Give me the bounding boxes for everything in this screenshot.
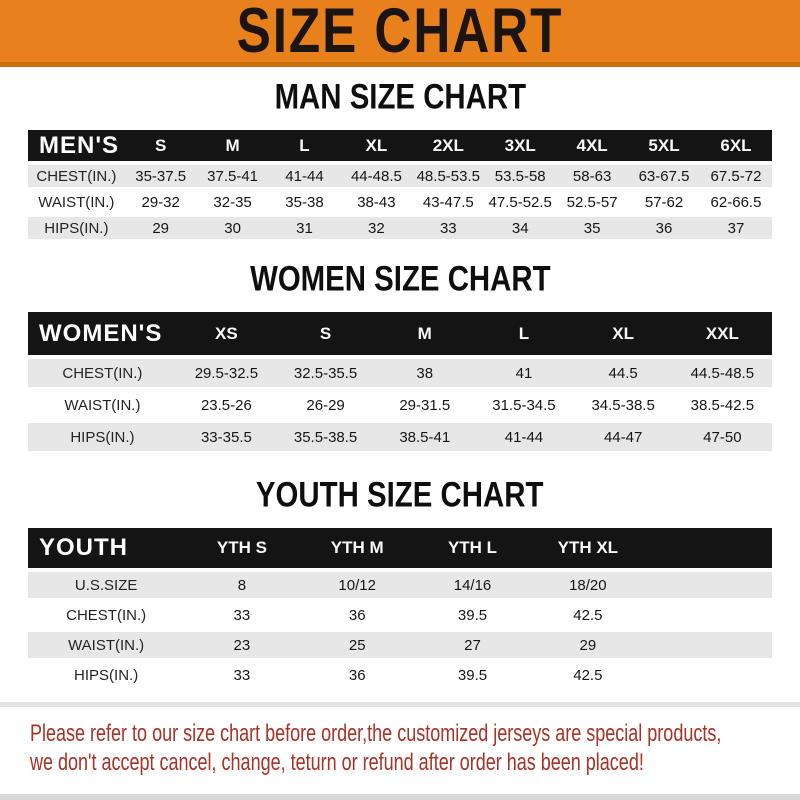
column-header: YTH L (415, 528, 530, 568)
column-header: S (125, 130, 197, 161)
banner-title: SIZE CHART (236, 0, 564, 66)
women-section-heading (0, 243, 800, 299)
size-cell: 14/16 (415, 572, 530, 598)
table-row (28, 359, 772, 387)
size-cell: 52.5-57 (556, 191, 628, 213)
size-cell: 58-63 (556, 165, 628, 187)
size-cell: 29 (125, 217, 197, 239)
size-cell: 47.5-52.5 (484, 191, 556, 213)
size-cell: 47-50 (673, 423, 772, 451)
table-row (28, 423, 772, 451)
row-label: WAIST(IN.) (28, 391, 177, 419)
size-cell: 29-32 (125, 191, 197, 213)
size-cell: 29.5-32.5 (177, 359, 276, 387)
column-header: S (276, 312, 375, 355)
size-cell: 35 (556, 217, 628, 239)
size-cell: 32 (340, 217, 412, 239)
size-cell: 44-48.5 (340, 165, 412, 187)
youth-section-heading (0, 455, 800, 515)
size-cell: 62-66.5 (700, 191, 772, 213)
size-cell: 41-44 (269, 165, 341, 187)
table-header-row (28, 528, 772, 568)
size-cell: 34 (484, 217, 556, 239)
women-size-table (28, 308, 772, 455)
row-label: WAIST(IN.) (28, 632, 184, 658)
size-cell: 39.5 (415, 602, 530, 628)
size-cell: 38-43 (340, 191, 412, 213)
size-cell: 37 (700, 217, 772, 239)
size-cell: 31.5-34.5 (474, 391, 573, 419)
size-cell: 8 (184, 572, 299, 598)
size-cell: 25 (300, 632, 415, 658)
size-cell: 37.5-41 (197, 165, 269, 187)
column-header: 6XL (700, 130, 772, 161)
section-title: WOMEN SIZE CHART (249, 259, 551, 299)
table-row (28, 662, 772, 688)
row-label: WAIST(IN.) (28, 191, 125, 213)
section-title: MAN SIZE CHART (274, 77, 526, 117)
size-cell: 23.5-26 (177, 391, 276, 419)
table-row (28, 217, 772, 239)
column-header: XL (574, 312, 673, 355)
row-label: HIPS(IN.) (28, 423, 177, 451)
size-cell: 38.5-41 (375, 423, 474, 451)
table-header-row (28, 312, 772, 355)
size-cell: 35.5-38.5 (276, 423, 375, 451)
column-header: M (375, 312, 474, 355)
column-header: 2XL (412, 130, 484, 161)
row-label: HIPS(IN.) (28, 217, 125, 239)
size-cell: 63-67.5 (628, 165, 700, 187)
column-header: YTH S (184, 528, 299, 568)
size-cell: 39.5 (415, 662, 530, 688)
size-cell: 36 (300, 662, 415, 688)
row-label: U.S.SIZE (28, 572, 184, 598)
size-cell: 34.5-38.5 (574, 391, 673, 419)
size-cell: 35-37.5 (125, 165, 197, 187)
column-header: L (474, 312, 573, 355)
bottom-strip (0, 794, 800, 800)
size-cell: 53.5-58 (484, 165, 556, 187)
size-cell: 23 (184, 632, 299, 658)
table-group-label: YOUTH (28, 528, 184, 568)
size-cell: 33 (412, 217, 484, 239)
size-cell: 41-44 (474, 423, 573, 451)
size-cell: 27 (415, 632, 530, 658)
size-cell: 38 (375, 359, 474, 387)
row-spacer (646, 632, 772, 658)
size-cell: 32.5-35.5 (276, 359, 375, 387)
banner (0, 0, 800, 67)
youth-section (0, 455, 800, 692)
youth-size-table (28, 524, 772, 692)
men-size-table (28, 126, 772, 243)
size-cell: 36 (300, 602, 415, 628)
column-header: M (197, 130, 269, 161)
note-line-2: we don't accept cancel, change, teturn or refund after order has been placed! (30, 749, 644, 776)
row-label: CHEST(IN.) (28, 602, 184, 628)
size-cell: 32-35 (197, 191, 269, 213)
column-header: L (269, 130, 341, 161)
column-header: XXL (673, 312, 772, 355)
column-header: YTH XL (530, 528, 645, 568)
size-cell: 18/20 (530, 572, 645, 598)
men-section (0, 67, 800, 243)
row-label: HIPS(IN.) (28, 662, 184, 688)
footer-note (0, 707, 800, 777)
table-header-row (28, 130, 772, 161)
size-cell: 33 (184, 602, 299, 628)
size-cell: 33 (184, 662, 299, 688)
size-cell: 42.5 (530, 602, 645, 628)
column-header: YTH M (300, 528, 415, 568)
table-row (28, 572, 772, 598)
table-row (28, 602, 772, 628)
size-cell: 44.5 (574, 359, 673, 387)
size-cell: 57-62 (628, 191, 700, 213)
size-cell: 67.5-72 (700, 165, 772, 187)
table-group-label: WOMEN'S (28, 312, 177, 355)
header-spacer (646, 528, 772, 568)
table-group-label: MEN'S (28, 130, 125, 161)
table-row (28, 391, 772, 419)
section-title: YOUTH SIZE CHART (256, 475, 544, 515)
women-section (0, 243, 800, 455)
row-spacer (646, 572, 772, 598)
size-cell: 41 (474, 359, 573, 387)
size-cell: 33-35.5 (177, 423, 276, 451)
column-header: 5XL (628, 130, 700, 161)
size-cell: 44-47 (574, 423, 673, 451)
size-cell: 36 (628, 217, 700, 239)
size-cell: 38.5-42.5 (673, 391, 772, 419)
size-cell: 48.5-53.5 (412, 165, 484, 187)
note-line-1: Please refer to our size chart before order,the customized jerseys are special products, (30, 720, 722, 747)
size-cell: 10/12 (300, 572, 415, 598)
size-cell: 29-31.5 (375, 391, 474, 419)
row-label: CHEST(IN.) (28, 165, 125, 187)
size-cell: 44.5-48.5 (673, 359, 772, 387)
size-cell: 42.5 (530, 662, 645, 688)
column-header: 3XL (484, 130, 556, 161)
size-cell: 30 (197, 217, 269, 239)
size-cell: 29 (530, 632, 645, 658)
row-label: CHEST(IN.) (28, 359, 177, 387)
column-header: XL (340, 130, 412, 161)
men-section-heading (0, 67, 800, 117)
column-header: XS (177, 312, 276, 355)
row-spacer (646, 662, 772, 688)
table-row (28, 632, 772, 658)
column-header: 4XL (556, 130, 628, 161)
size-cell: 43-47.5 (412, 191, 484, 213)
size-cell: 35-38 (269, 191, 341, 213)
table-row (28, 165, 772, 187)
size-cell: 31 (269, 217, 341, 239)
size-cell: 26-29 (276, 391, 375, 419)
table-row (28, 191, 772, 213)
row-spacer (646, 602, 772, 628)
